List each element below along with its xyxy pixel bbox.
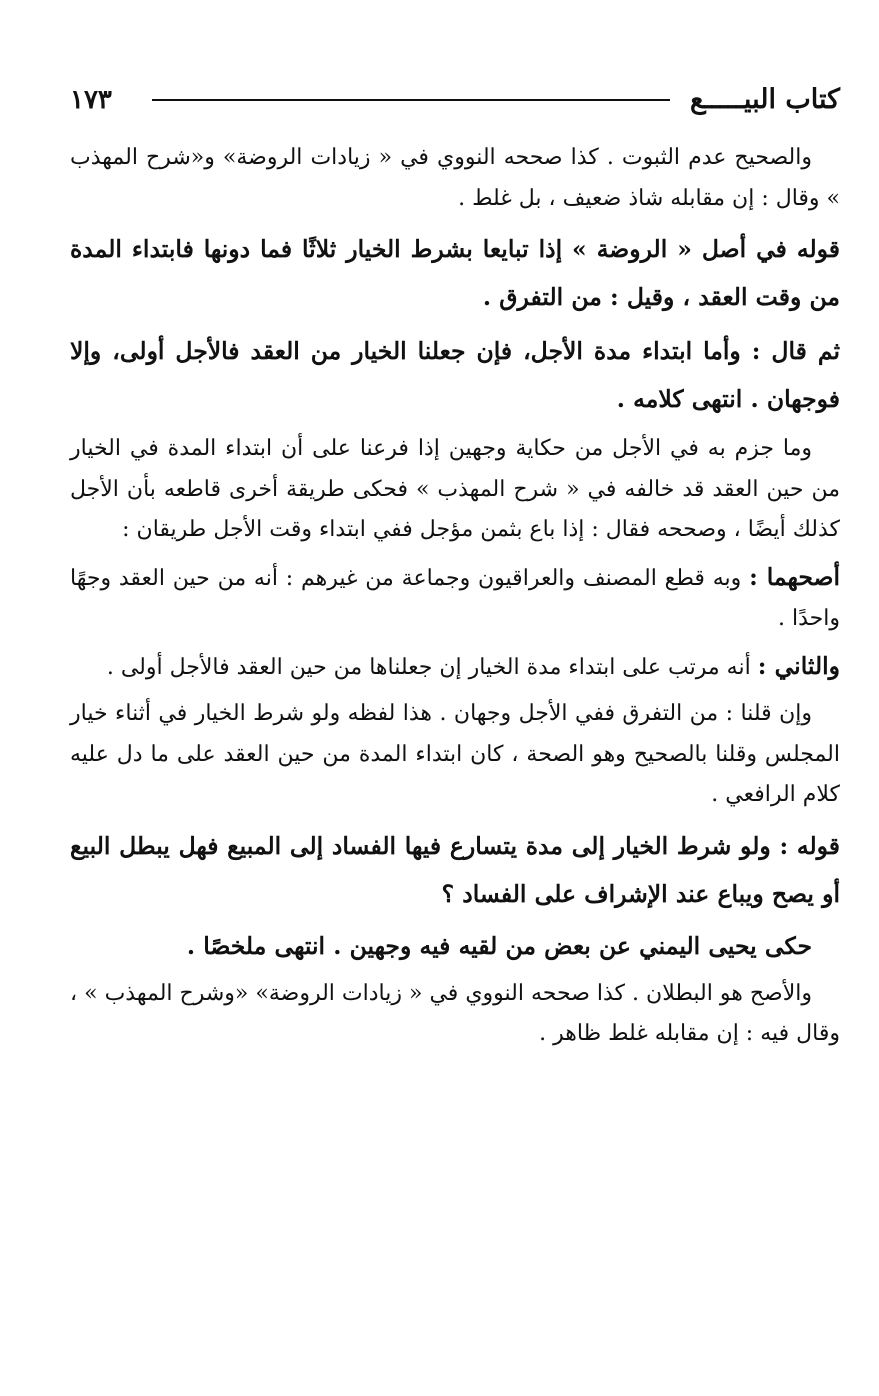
page-number: ١٧٣ bbox=[70, 85, 112, 115]
paragraph-quoted-statement: قوله : ولو شرط الخيار إلى مدة يتسارع فيها الفساد إلى المبيع فهل يبطل البيع أو يصح ويباع عند الإشراف على الفساد ؟ bbox=[70, 831, 840, 908]
paragraph-quoted-statement: حكى يحيى اليمني عن بعض من لقيه فيه وجهين . انتهى ملخصًا . bbox=[186, 931, 812, 960]
page-header bbox=[70, 78, 840, 122]
paragraph-commentary: والأصح هو البطلان . كذا صححه النووي في « زيادات الروضة» «وشرح المهذب » ، وقال فيه : إن مقابله غلط ظاهر . bbox=[70, 980, 840, 1046]
header-rule bbox=[152, 99, 670, 101]
paragraph-quoted-statement: قوله في أصل « الروضة » إذا تبايعا بشرط الخيار ثلاثًا فما دونها فابتداء المدة من وقت العقد ، وقيل : من التفرق . bbox=[70, 235, 840, 311]
page-body bbox=[70, 138, 840, 1059]
opinion-text: وبه قطع المصنف والعراقيون وجماعة من غيرهم : أنه من حين العقد وجهًا واحدًا . bbox=[70, 565, 840, 631]
paragraph-commentary: والصحيح عدم الثبوت . كذا صححه النووي في « زيادات الروضة» و«شرح المهذب » وقال : إن مقابله شاذ ضعيف ، بل غلط . bbox=[70, 145, 840, 211]
running-title: كتاب البيـــــع bbox=[690, 84, 840, 115]
paragraph-quoted-statement: ثم قال : وأما ابتداء مدة الأجل، فإن جعلنا الخيار من العقد فالأجل أولى، وإلا فوجهان . انتهى كلامه . bbox=[70, 337, 840, 413]
opinion-lead: والثاني : bbox=[757, 651, 840, 680]
opinion-text: أنه مرتب على ابتداء مدة الخيار إن جعلناها من حين العقد فالأجل أولى . bbox=[106, 654, 758, 680]
opinion-lead: أصحهما : bbox=[749, 562, 840, 591]
paragraph-opinion bbox=[70, 557, 840, 640]
paragraph-commentary: وإن قلنا : من التفرق ففي الأجل وجهان . هذا لفظه ولو شرط الخيار في أثناء خيار المجلس وقلنا بالصحيح وهو الصحة ، كان ابتداء المدة من حين العقد على ما دل عليه كلام الرافعي . bbox=[70, 701, 840, 807]
paragraph-opinion bbox=[70, 646, 840, 689]
paragraph-commentary: وما جزم به في الأجل من حكاية وجهين إذا فرعنا على أن ابتداء المدة في الخيار من حين العقد قد خالفه في « شرح المهذب » فحكى طريقة أخرى قاطعه بأن الأجل كذلك أيضًا ، وصححه فقال : إذا باع بثمن مؤجل ففي ابتداء وقت الأجل طريقان : bbox=[70, 436, 840, 542]
